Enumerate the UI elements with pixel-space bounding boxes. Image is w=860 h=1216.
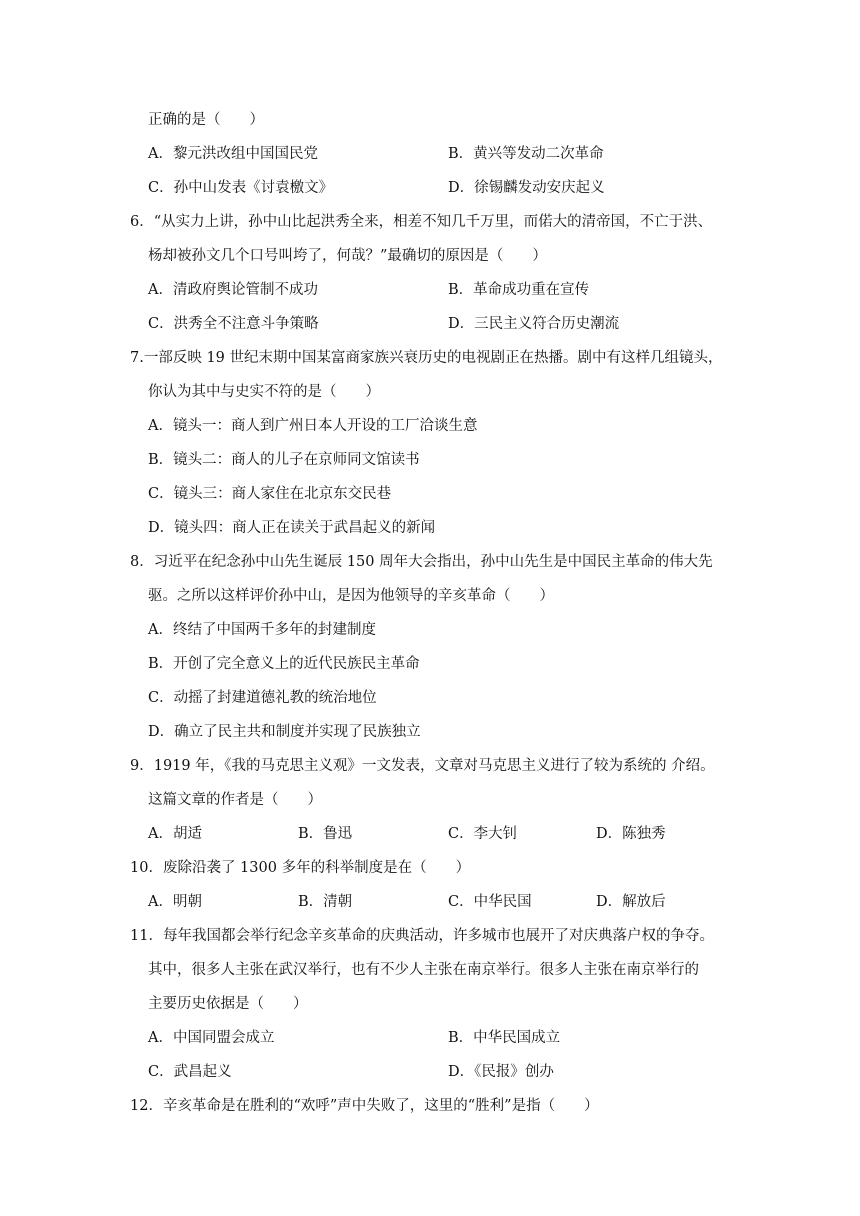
q7-option-a: A．镜头一：商人到广州日本人开设的工厂洽谈生意 <box>148 418 478 434</box>
q11-option-b: B．中华民国成立 <box>448 1030 561 1046</box>
q10-option-b: B．清朝 <box>298 894 353 910</box>
q11-stem-line-1: 11．每年我国都会举行纪念辛亥革命的庆典活动，许多城市也展开了对庆典落户权的争夺。 <box>130 928 714 944</box>
q8-option-b: B．开创了完全意义上的近代民族民主革命 <box>148 656 420 672</box>
q9-option-c: C．李大钊 <box>448 826 518 842</box>
q8-option-c: C．动摇了封建道德礼教的统治地位 <box>148 690 377 706</box>
q7-stem-line-1: 7.一部反映 19 世纪末期中国某富商家族兴衰历史的电视剧正在热播。剧中有这样几组镜头， <box>130 350 723 366</box>
q9-stem-line-2: 这篇文章的作者是（ ） <box>148 792 322 808</box>
q6-stem-line-1: 6．“从实力上讲，孙中山比起洪秀全来，相差不知几千万里，而偌大的清帝国，不亡于洪、 <box>130 214 713 230</box>
q5-option-c: C．孙中山发表《讨袁檄文》 <box>148 180 334 196</box>
q9-option-b: B．鲁迅 <box>298 826 353 842</box>
q12-stem-line-1: 12．辛亥革命是在胜利的“欢呼”声中失败了，这里的“胜利”是指（ ） <box>130 1098 599 1114</box>
q10-option-c: C．中华民国 <box>448 894 532 910</box>
q8-stem-line-1: 8．习近平在纪念孙中山先生诞辰 150 周年大会指出，孙中山先生是中国民主革命的伟大先 <box>130 554 713 570</box>
q10-option-d: D．解放后 <box>596 894 666 910</box>
q6-option-a: A．清政府舆论管制不成功 <box>148 282 318 298</box>
q6-option-d: D．三民主义符合历史潮流 <box>448 316 620 332</box>
q7-option-b: B．镜头二：商人的儿子在京师同文馆读书 <box>148 452 420 468</box>
q11-option-d: D．《民报》创办 <box>448 1064 554 1080</box>
q6-stem-line-2: 杨却被孙文几个口号叫垮了，何哉？”最确切的原因是（ ） <box>148 248 547 264</box>
q9-stem-line-1: 9．1919 年，《我的马克思主义观》一文发表，文章对马克思主义进行了较为系统的 介绍。 <box>130 758 715 774</box>
q5-stem-continuation: 正确的是（ ） <box>148 112 264 128</box>
q9-option-d: D．陈独秀 <box>596 826 666 842</box>
q8-option-a: A．终结了中国两千多年的封建制度 <box>148 622 376 638</box>
q7-option-c: C．镜头三：商人家住在北京东交民巷 <box>148 486 392 502</box>
q10-option-a: A．明朝 <box>148 894 202 910</box>
q8-option-d: D．确立了民主共和制度并实现了民族独立 <box>148 724 421 740</box>
q10-stem-line-1: 10．废除沿袭了 1300 多年的科举制度是在（ ） <box>130 860 471 876</box>
q5-option-a: A．黎元洪改组中国国民党 <box>148 146 318 162</box>
q11-option-a: A．中国同盟会成立 <box>148 1030 275 1046</box>
q8-stem-line-2: 驱。之所以这样评价孙中山，是因为他领导的辛亥革命（ ） <box>148 588 554 604</box>
q6-option-c: C．洪秀全不注意斗争策略 <box>148 316 319 332</box>
q9-option-a: A．胡适 <box>148 826 202 842</box>
q7-stem-line-2: 你认为其中与史实不符的是（ ） <box>148 384 380 400</box>
q5-option-b: B．黄兴等发动二次革命 <box>448 146 604 162</box>
q11-stem-line-3: 主要历史依据是（ ） <box>148 996 308 1012</box>
q7-option-d: D．镜头四：商人正在读关于武昌起义的新闻 <box>148 520 436 536</box>
q5-option-d: D．徐锡麟发动安庆起义 <box>448 180 605 196</box>
q11-stem-line-2: 其中，很多人主张在武汉举行，也有不少人主张在南京举行。很多人主张在南京举行的 <box>148 962 699 978</box>
q11-option-c: C．武昌起义 <box>148 1064 232 1080</box>
q6-option-b: B．革命成功重在宣传 <box>448 282 590 298</box>
